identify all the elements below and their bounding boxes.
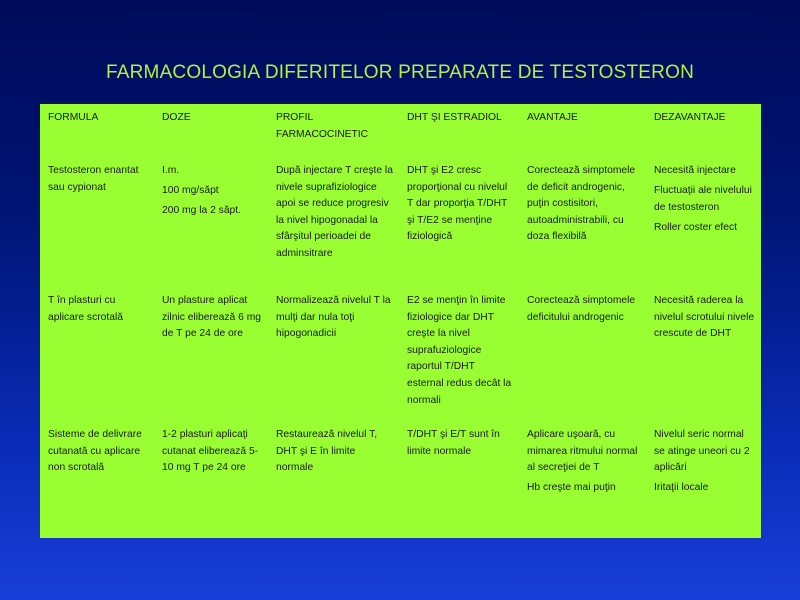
cell-doze [154, 289, 268, 423]
cell-text: După injectare T creşte la nivele suprafiziologice apoi se reduce progresiv la nivel hipogonadal la sfârşitul perioadei de adminsitrare [276, 165, 393, 259]
cell-text: Corectează simptomele de deficit androgenic, puţin costisitori, autoadministrabili, cu doza flexibilă [527, 165, 636, 243]
table-row [40, 289, 761, 423]
cell-text: Fluctuaţii ale nivelului de testosteron [654, 185, 752, 213]
header-formula: FORMULA [48, 112, 99, 123]
cell-text: 1-2 plasturi aplicaţi cutanat eliberează 5-10 mg T pe 24 ore [162, 429, 259, 474]
cell-text: I.m. [162, 165, 180, 176]
cell-text: 200 mg la 2 săpt. [162, 205, 241, 217]
cell-avantaje [519, 289, 646, 423]
cell-dht-estradiol [399, 423, 519, 526]
cell-text: Hb creşte mai puţin [527, 482, 616, 494]
cell-text: T în plasturi cu aplicare scrotală [48, 295, 123, 323]
cell-text: Restaurează nivelul T, DHT şi E în limite normale [276, 429, 378, 474]
cell-text: DHT şi E2 cresc proporţional cu nivelul T dar proporţia T/DHT şi T/E2 se menţine fiziologică [407, 165, 508, 243]
cell-doze [154, 159, 268, 289]
table-header-row [40, 104, 761, 159]
header-dezavantaje: DEZAVANTAJE [654, 112, 726, 123]
slide-title: FARMACOLOGIA DIFERITELOR PREPARATE DE TESTOSTERON [105, 62, 694, 83]
cell-avantaje [519, 159, 646, 289]
header-avantaje: AVANTAJE [527, 112, 578, 123]
table-row [40, 159, 761, 289]
cell-text: Necesită raderea la nivelul scrotului nivele crescute de DHT [654, 295, 755, 340]
cell-profil [268, 159, 399, 289]
cell-dht-estradiol [399, 159, 519, 289]
cell-formula [40, 289, 154, 423]
cell-text: Normalizează nivelul T la mulţi dar nula toţi hipogonadicii [276, 295, 391, 340]
cell-text: Iritaţii locale [654, 482, 709, 494]
header-doze: DOZE [162, 112, 191, 123]
cell-dezavantaje [646, 159, 761, 289]
cell-profil [268, 289, 399, 423]
cell-text: Roller coster efect [654, 221, 737, 233]
header-dht-estradiol: DHT ŞI ESTRADIOL [407, 112, 502, 123]
cell-formula [40, 159, 154, 289]
cell-formula [40, 423, 154, 526]
cell-doze [154, 423, 268, 526]
pharmacology-table [40, 104, 761, 538]
cell-text: Testosteron enantat sau cypionat [48, 165, 139, 193]
table-row [40, 423, 761, 526]
cell-text: Aplicare uşoară, cu mimarea ritmului normal al secreţiei de T [527, 429, 638, 474]
cell-dezavantaje [646, 423, 761, 526]
cell-dezavantaje [646, 289, 761, 423]
cell-text: T/DHT şi E/T sunt în limite normale [407, 429, 500, 457]
header-profil: PROFIL FARMACOCINETIC [276, 112, 369, 140]
cell-text: Nivelul seric normal se atinge uneori cu 2 aplicări [654, 429, 750, 474]
cell-text: 100 mg/săpt [162, 185, 219, 197]
cell-text: E2 se menţin în limite fiziologice dar DHT creşte la nivel suprafuziologice raportul T/DHT esternal redus decât la normali [407, 295, 512, 406]
cell-text: Necesită injectare [654, 165, 736, 176]
table-grid [40, 104, 761, 526]
cell-avantaje [519, 423, 646, 526]
cell-text: Sisteme de delivrare cutanată cu aplicare non scrotală [48, 429, 142, 474]
cell-profil [268, 423, 399, 526]
cell-dht-estradiol [399, 289, 519, 423]
cell-text: Corectează simptomele deficitului androgenic [527, 295, 636, 323]
cell-text: Un plasture aplicat zilnic eliberează 6 mg de T pe 24 de ore [162, 295, 262, 340]
